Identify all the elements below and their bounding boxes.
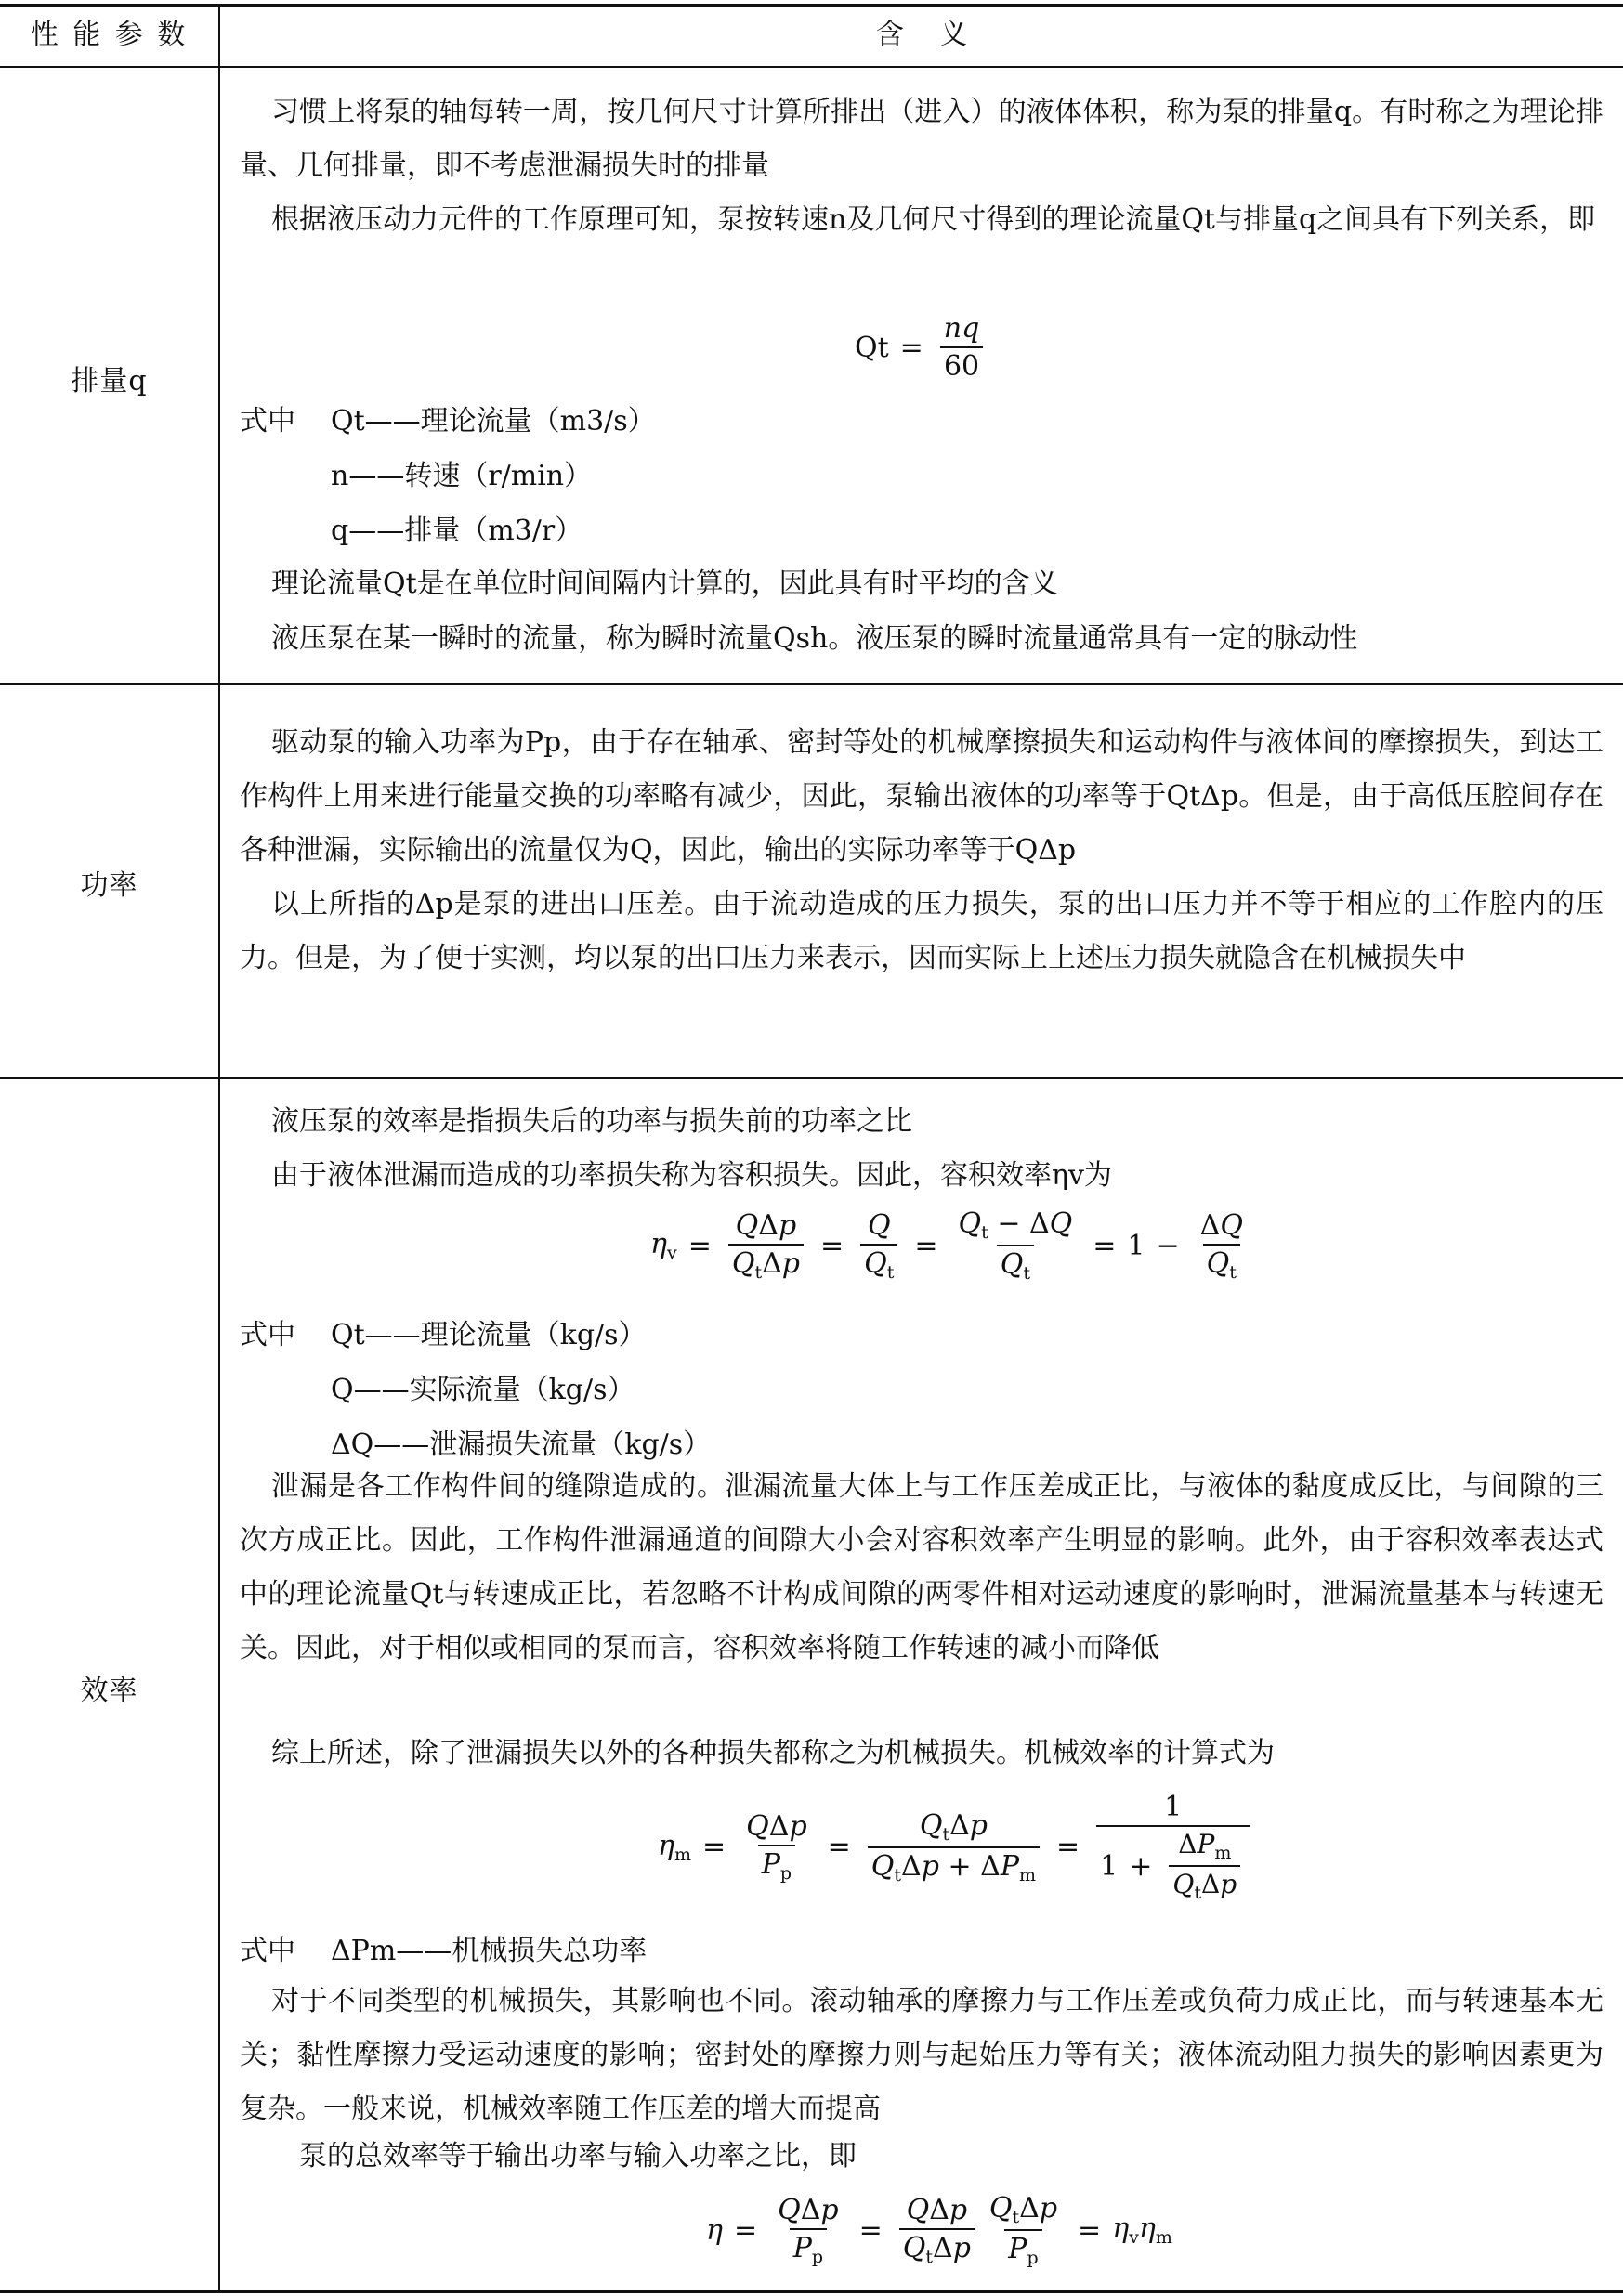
row-label-efficiency: 效率 bbox=[80, 1675, 138, 1707]
def-theoretical-flow: Qt——理论流量（m3/s） bbox=[331, 405, 656, 437]
displacement-para-4: 液压泵在某一瞬时的流量，称为瞬时流量Qsh。液压泵的瞬时流量通常具有一定的脉动性 bbox=[271, 622, 1358, 655]
displacement-text-1 bbox=[240, 85, 1603, 247]
formula-numerator: nq bbox=[943, 312, 980, 345]
def-actual-flow: Q——实际流量（kg/s） bbox=[331, 1374, 635, 1406]
table-top-rule bbox=[0, 4, 1623, 7]
power-para-1: 驱动泵的输入功率为Pp，由于存在轴承、密封等处的机械摩擦损失和运动构件与液体间的摩擦损失，到达工作构件上用来进行能量交换的功率略有减少，因此，泵输出液体的功率等于QtΔp。但是，由于高低压腔间存在各种泄漏，实际输出的流量仅为Q，因此，输出的实际功率等于QΔp bbox=[240, 726, 1603, 867]
formula-total-efficiency: η = $\frac{\text{QΔp}}{P_p}$ = $\frac{\text{QΔp}}{Q_t\Delta p}$ $\frac{Q_t\Delta p}{P_p}$ = $\eta_v\eta_m$ bbox=[706, 2192, 1172, 2268]
column-divider bbox=[218, 4, 220, 2292]
def-leakage-flow: ΔQ——泄漏损失流量（kg/s） bbox=[331, 1428, 712, 1461]
def-displacement: q——排量（m3/r） bbox=[331, 515, 583, 547]
header-meaning: 含 义 bbox=[875, 19, 968, 51]
formula-fraction bbox=[940, 312, 984, 383]
formula-total-text bbox=[240, 2194, 241, 2195]
efficiency-text-leakage bbox=[240, 1460, 1603, 1676]
power-text bbox=[240, 716, 1603, 985]
def-mechanical-loss: ΔPm——机械损失总功率 bbox=[331, 1935, 648, 1967]
row-divider-1 bbox=[0, 683, 1623, 685]
efficiency-para-4: 综上所述，除了泄漏损失以外的各种损失都称之为机械损失。机械效率的计算式为 bbox=[271, 1737, 1275, 1769]
formula-volumetric-text bbox=[240, 1207, 241, 1208]
def-speed: n——转速（r/min） bbox=[331, 460, 593, 492]
formula-mechanical-text bbox=[240, 1793, 241, 1794]
displacement-para-1: 习惯上将泵的轴每转一周，按几何尺寸计算所排出（进入）的液体体积，称为泵的排量q。有时称之为理论排量、几何排量，即不考虑泄漏损失时的排量 bbox=[240, 96, 1603, 182]
displacement-para-2: 根据液压动力元件的工作原理可知，泵按转速n及几何尺寸得到的理论流量Qt与排量q之间具有下列关系，即 bbox=[271, 203, 1596, 236]
where-label-2: 式中 bbox=[240, 1319, 295, 1351]
formula-eq: = bbox=[899, 331, 923, 364]
def-theoretical-flow-kg: Qt——理论流量（kg/s） bbox=[331, 1319, 647, 1351]
efficiency-para-2: 由于液体泄漏而造成的功率损失称为容积损失。因此，容积效率ηv为 bbox=[271, 1159, 1112, 1192]
formula-mechanical-efficiency: $\eta_m$ = $\frac{\text{QΔp}}{P_p}$ = $\frac{Q_t\Delta p}{Q_t\Delta p + \Delta P_m}$ = 1 1 + $\frac{\Delta P_m}{Q_t\Delta p}$ bbox=[658, 1791, 1255, 1903]
header-param: 性 能 参 数 bbox=[30, 19, 189, 51]
table-bottom-rule bbox=[0, 2290, 1623, 2293]
formula-theoretical-flow bbox=[855, 312, 988, 383]
row-label-displacement: 排量q bbox=[71, 365, 148, 398]
efficiency-para-6: 泵的总效率等于输出功率与输入功率之比，即 bbox=[299, 2140, 857, 2172]
efficiency-para-1: 液压泵的效率是指损失后的功率与损失前的功率之比 bbox=[271, 1105, 912, 1138]
formula-denominator: 60 bbox=[940, 346, 983, 383]
where-label-3: 式中 bbox=[240, 1935, 295, 1967]
row-divider-2 bbox=[0, 1077, 1623, 1079]
formula-volumetric-efficiency: $\eta_v$ = $\frac{\text{QΔp}}{Q_t\Delta p}$ = $\frac{Q}{Q_t}$ = $\frac{Q_t - \Delta Q}{Q_t}$ = 1 − $\frac{\Delta Q}{Q_t}$ bbox=[650, 1207, 1243, 1284]
efficiency-para-3: 泄漏是各工作构件间的缝隙造成的。泄漏流量大体上与工作压差成正比，与液体的黏度成反比，与间隙的三次方成正比。因此，工作构件泄漏通道的间隙大小会对容积效率产生明显的影响。此外，由于容积效率表达式中的理论流量Qt与转速成正比，若忽略不计构成间隙的两零件相对运动速度的影响时，泄漏流量基本与转速无关。因此，对于相似或相同的泵而言，容积效率将随工作转速的减小而降低 bbox=[240, 1470, 1603, 1664]
header-divider bbox=[0, 66, 1623, 68]
efficiency-text-mechanical bbox=[240, 1975, 1603, 2136]
row-label-power: 功率 bbox=[80, 869, 138, 902]
where-label-1: 式中 bbox=[240, 405, 295, 437]
formula-lhs: Qt bbox=[855, 331, 889, 364]
efficiency-para-5: 对于不同类型的机械损失，其影响也不同。滚动轴承的摩擦力与工作压差或负荷力成正比，而与转速基本无关；黏性摩擦力受运动速度的影响；密封处的摩擦力则与起始压力等有关；液体流动阻力损失的影响因素更为复杂。一般来说，机械效率随工作压差的增大而提高 bbox=[240, 1985, 1603, 2125]
power-para-2: 以上所指的Δp是泵的进出口压差。由于流动造成的压力损失，泵的出口压力并不等于相应的工作腔内的压力。但是，为了便于实测，均以泵的出口压力来表示，因而实际上上述压力损失就隐含在机械损失中 bbox=[240, 888, 1603, 974]
displacement-para-3: 理论流量Qt是在单位时间间隔内计算的，因此具有时平均的含义 bbox=[271, 567, 1058, 600]
